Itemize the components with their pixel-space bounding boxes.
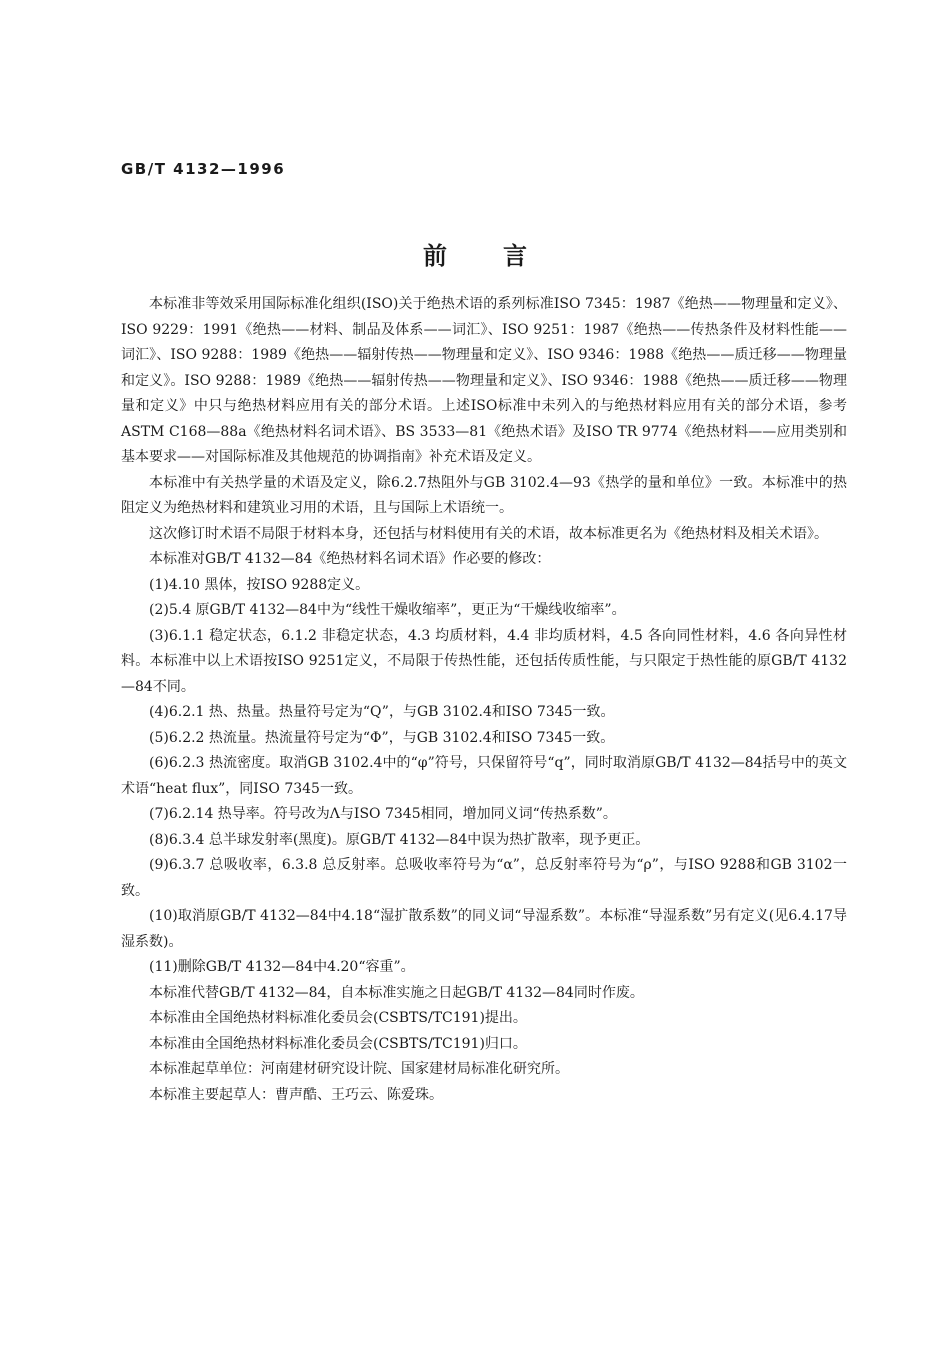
list-item: (3)6.1.1 稳定状态，6.1.2 非稳定状态，4.3 均质材料，4.4 非均质材料，4.5 各向同性材料，4.6 各向异性材料。本标准中以上术语按ISO 9251定义，不局限于传热性能，还包括传质性能，与只限定于热性能的原GB/T 4132—84不同。 — [121, 627, 847, 695]
list-item: (8)6.3.4 总半球发射率(黑度)。原GB/T 4132—84中误为热扩散率，现予更正。 — [149, 831, 650, 848]
list-item: (2)5.4 原GB/T 4132—84中为“线性干燥收缩率”，更正为“干燥线收缩率”。 — [149, 602, 626, 618]
standard-code: GB/T 4132—1996 — [121, 160, 286, 178]
list-item: (7)6.2.14 热导率。符号改为Λ与ISO 7345相同，增加同义词“传热系数”。 — [149, 806, 617, 822]
paragraph: 本标准代替GB/T 4132—84，自本标准实施之日起GB/T 4132—84同时作废。 — [149, 984, 644, 1001]
foreword-body — [121, 292, 847, 1108]
list-item: (5)6.2.2 热流量。热流量符号定为“Φ”，与GB 3102.4和ISO 7345一致。 — [149, 729, 615, 746]
paragraph: 本标准非等效采用国际标准化组织(ISO)关于绝热术语的系列标准ISO 7345：1987《绝热——物理量和定义》、ISO 9229：1991《绝热——材料、制品及体系——词汇》、ISO 9251：1987《绝热——传热条件及材料性能——词汇》、ISO 9288：1989《绝热——辐射传热——物理量和定义》、ISO 9346：1988《绝热——质迁移——物理量和定义》。ISO 9288：1989《绝热——辐射传热——物理量和定义》、ISO 9346：1988《绝热——质迁移——物理量和定义》中只与绝热材料应用有关的部分术语。上述ISO标准中未列入的与绝热材料应用有关的部分术语，参考ASTM C168—88a《绝热材料名词术语》、BS 3533—81《绝热术语》及ISO TR 9774《绝热材料——应用类别和基本要求——对国际标准及其他规范的协调指南》补充术语及定义。 — [121, 296, 847, 465]
list-item: (6)6.2.3 热流密度。取消GB 3102.4中的“φ”符号，只保留符号“q”，同时取消原GB/T 4132—84括号中的英文术语“heat flux”，同ISO 7345一致。 — [121, 755, 847, 797]
list-item: (11)删除GB/T 4132—84中4.20“容重”。 — [149, 959, 415, 975]
paragraph: 本标准起草单位：河南建材研究设计院、国家建材局标准化研究所。 — [149, 1061, 569, 1077]
paragraph: 本标准中有关热学量的术语及定义，除6.2.7热阻外与GB 3102.4—93《热学的量和单位》一致。本标准中的热阻定义为绝热材料和建筑业习用的术语，且与国际上术语统一。 — [121, 474, 847, 516]
paragraph: 本标准对GB/T 4132—84《绝热材料名词术语》作必要的修改： — [149, 551, 551, 567]
paragraph: 本标准由全国绝热材料标准化委员会(CSBTS/TC191)归口。 — [149, 1035, 527, 1052]
list-item: (4)6.2.1 热、热量。热量符号定为“Q”，与GB 3102.4和ISO 7345一致。 — [149, 704, 615, 720]
list-item: (1)4.10 黑体，按ISO 9288定义。 — [149, 576, 370, 593]
paragraph: 本标准由全国绝热材料标准化委员会(CSBTS/TC191)提出。 — [149, 1010, 527, 1026]
paragraph: 这次修订时术语不局限于材料本身，还包括与材料使用有关的术语，故本标准更名为《绝热材料及相关术语》。 — [149, 525, 828, 542]
list-item: (10)取消原GB/T 4132—84中4.18“湿扩散系数”的同义词“导湿系数”。本标准“导湿系数”另有定义(见6.4.17导湿系数)。 — [121, 908, 847, 950]
paragraph: 本标准主要起草人：曹声酷、王巧云、陈爱珠。 — [149, 1086, 443, 1103]
page-title: 前言 — [423, 241, 583, 270]
list-item: (9)6.3.7 总吸收率，6.3.8 总反射率。总吸收率符号为“α”，总反射率符号为“ρ”，与ISO 9288和GB 3102一致。 — [121, 857, 847, 899]
